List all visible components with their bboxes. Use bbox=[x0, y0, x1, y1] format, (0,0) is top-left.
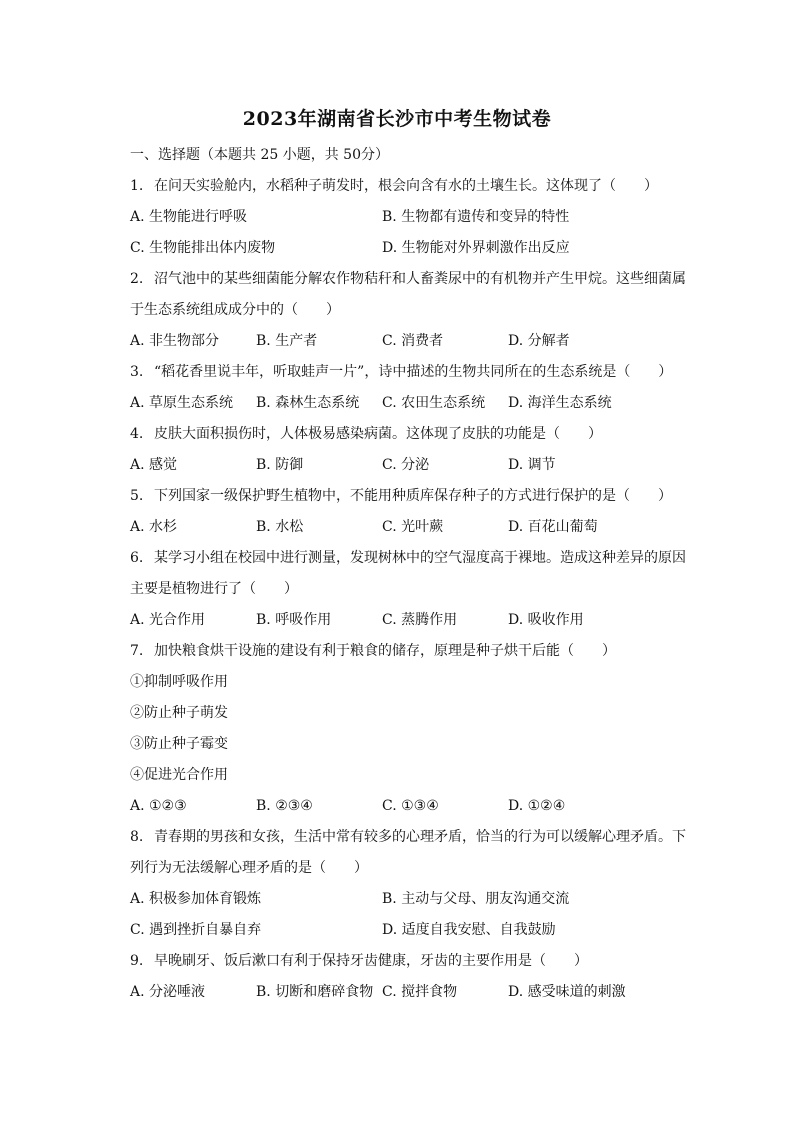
question-9-options bbox=[130, 977, 690, 1008]
question-text: 沼气池中的某些细菌能分解农作物秸秆和人畜粪尿中的有机物并产生甲烷。这些细菌属 bbox=[154, 271, 686, 287]
question-number: 8. bbox=[130, 829, 144, 845]
option-d: D. ①②④ bbox=[508, 798, 566, 814]
question-7-stem bbox=[130, 636, 690, 667]
question-2-stem bbox=[130, 264, 690, 295]
option-c: C. ①③④ bbox=[382, 798, 439, 814]
question-text: 早晚刷牙、饭后漱口有利于保持牙齿健康，牙齿的主要作用是（ ） bbox=[154, 953, 588, 969]
question-7-item-1: ①抑制呼吸作用 bbox=[130, 674, 228, 690]
option-d: D. 适度自我安慰、自我鼓励 bbox=[382, 922, 556, 938]
option-d: D. 生物能对外界刺激作出反应 bbox=[382, 240, 570, 256]
option-b: B. 水松 bbox=[256, 519, 304, 535]
option-b: B. 切断和磨碎食物 bbox=[256, 984, 374, 1000]
question-text: “稻花香里说丰年，听取蛙声一片”，诗中描述的生物共同所在的生态系统是（ ） bbox=[154, 364, 673, 380]
option-a: A. 生物能进行呼吸 bbox=[130, 209, 248, 225]
question-4-stem bbox=[130, 419, 690, 450]
question-6-stem bbox=[130, 543, 690, 574]
question-text: 皮肤大面积损伤时，人体极易感染病菌。这体现了皮肤的功能是（ ） bbox=[154, 426, 602, 442]
option-b: B. 防御 bbox=[256, 457, 304, 473]
option-b: B. ②③④ bbox=[256, 798, 313, 814]
option-a: A. 分泌唾液 bbox=[130, 984, 206, 1000]
option-b: B. 主动与父母、朋友沟通交流 bbox=[382, 891, 570, 907]
option-b: B. 生产者 bbox=[256, 333, 318, 349]
question-text: 在问天实验舱内，水稻种子萌发时，根会向含有水的土壤生长。这体现了（ ） bbox=[154, 178, 658, 194]
question-text: 加快粮食烘干设施的建设有利于粮食的储存，原理是种子烘干后能（ ） bbox=[154, 643, 616, 659]
option-d: D. 海洋生态系统 bbox=[508, 395, 612, 411]
option-c: C. 生物能排出体内废物 bbox=[130, 240, 276, 256]
option-c: C. 搅拌食物 bbox=[382, 984, 458, 1000]
question-8-stem-cont: 列行为无法缓解心理矛盾的是（ ） bbox=[130, 860, 368, 876]
question-3-options bbox=[130, 388, 690, 419]
option-c: C. 分泌 bbox=[382, 457, 430, 473]
option-a: A. 水杉 bbox=[130, 519, 178, 535]
question-9-stem bbox=[130, 946, 690, 977]
question-2-stem-cont: 于生态系统组成成分中的（ ） bbox=[130, 302, 340, 318]
option-b: B. 森林生态系统 bbox=[256, 395, 360, 411]
option-c: C. 光叶蕨 bbox=[382, 519, 444, 535]
question-3-stem bbox=[130, 357, 690, 388]
section-heading: 一、选择题（本题共 25 小题，共 50分） bbox=[130, 147, 389, 163]
question-number: 3. bbox=[130, 364, 144, 380]
option-a: A. 感觉 bbox=[130, 457, 178, 473]
question-1-options bbox=[130, 202, 690, 233]
option-c: C. 遇到挫折自暴自弃 bbox=[130, 922, 262, 938]
option-c: C. 蒸腾作用 bbox=[382, 612, 458, 628]
option-d: D. 吸收作用 bbox=[508, 612, 584, 628]
question-2-options bbox=[130, 326, 690, 357]
question-6-options bbox=[130, 605, 690, 636]
option-a: A. 草原生态系统 bbox=[130, 395, 234, 411]
option-c: C. 农田生态系统 bbox=[382, 395, 486, 411]
option-a: A. 积极参加体育锻炼 bbox=[130, 891, 262, 907]
question-8-options bbox=[130, 884, 690, 915]
question-7-item-2: ②防止种子萌发 bbox=[130, 705, 228, 721]
question-number: 7. bbox=[130, 643, 144, 659]
option-a: A. 非生物部分 bbox=[130, 333, 220, 349]
question-text: 某学习小组在校园中进行测量，发现树林中的空气湿度高于裸地。造成这种差异的原因 bbox=[154, 550, 686, 566]
question-7-item-3: ③防止种子霉变 bbox=[130, 736, 228, 752]
question-text: 下列国家一级保护野生植物中，不能用种质库保存种子的方式进行保护的是（ ） bbox=[154, 488, 672, 504]
question-5-options bbox=[130, 512, 690, 543]
option-b: B. 生物都有遗传和变异的特性 bbox=[382, 209, 570, 225]
question-4-options bbox=[130, 450, 690, 481]
question-1-options-2 bbox=[130, 233, 690, 264]
question-number: 1. bbox=[130, 178, 144, 194]
question-number: 2. bbox=[130, 271, 144, 287]
option-d: D. 感受味道的刺激 bbox=[508, 984, 626, 1000]
option-b: B. 呼吸作用 bbox=[256, 612, 332, 628]
question-text: 青春期的男孩和女孩，生活中常有较多的心理矛盾，恰当的行为可以缓解心理矛盾。下 bbox=[154, 829, 686, 845]
question-list bbox=[130, 140, 690, 1008]
question-8-options-2 bbox=[130, 915, 690, 946]
option-c: C. 消费者 bbox=[382, 333, 444, 349]
option-d: D. 百花山葡萄 bbox=[508, 519, 598, 535]
option-d: D. 调节 bbox=[508, 457, 556, 473]
option-d: D. 分解者 bbox=[508, 333, 570, 349]
question-number: 6. bbox=[130, 550, 144, 566]
question-8-stem bbox=[130, 822, 690, 853]
question-number: 4. bbox=[130, 426, 144, 442]
question-7-options bbox=[130, 791, 690, 822]
option-a: A. 光合作用 bbox=[130, 612, 206, 628]
question-7-item-4: ④促进光合作用 bbox=[130, 767, 228, 783]
question-6-stem-cont: 主要是植物进行了（ ） bbox=[130, 581, 298, 597]
question-number: 5. bbox=[130, 488, 144, 504]
question-1-stem bbox=[130, 171, 690, 202]
option-a: A. ①②③ bbox=[130, 798, 187, 814]
question-number: 9. bbox=[130, 953, 144, 969]
page-title: 2023年湖南省长沙市中考生物试卷 bbox=[242, 108, 552, 130]
question-5-stem bbox=[130, 481, 690, 512]
